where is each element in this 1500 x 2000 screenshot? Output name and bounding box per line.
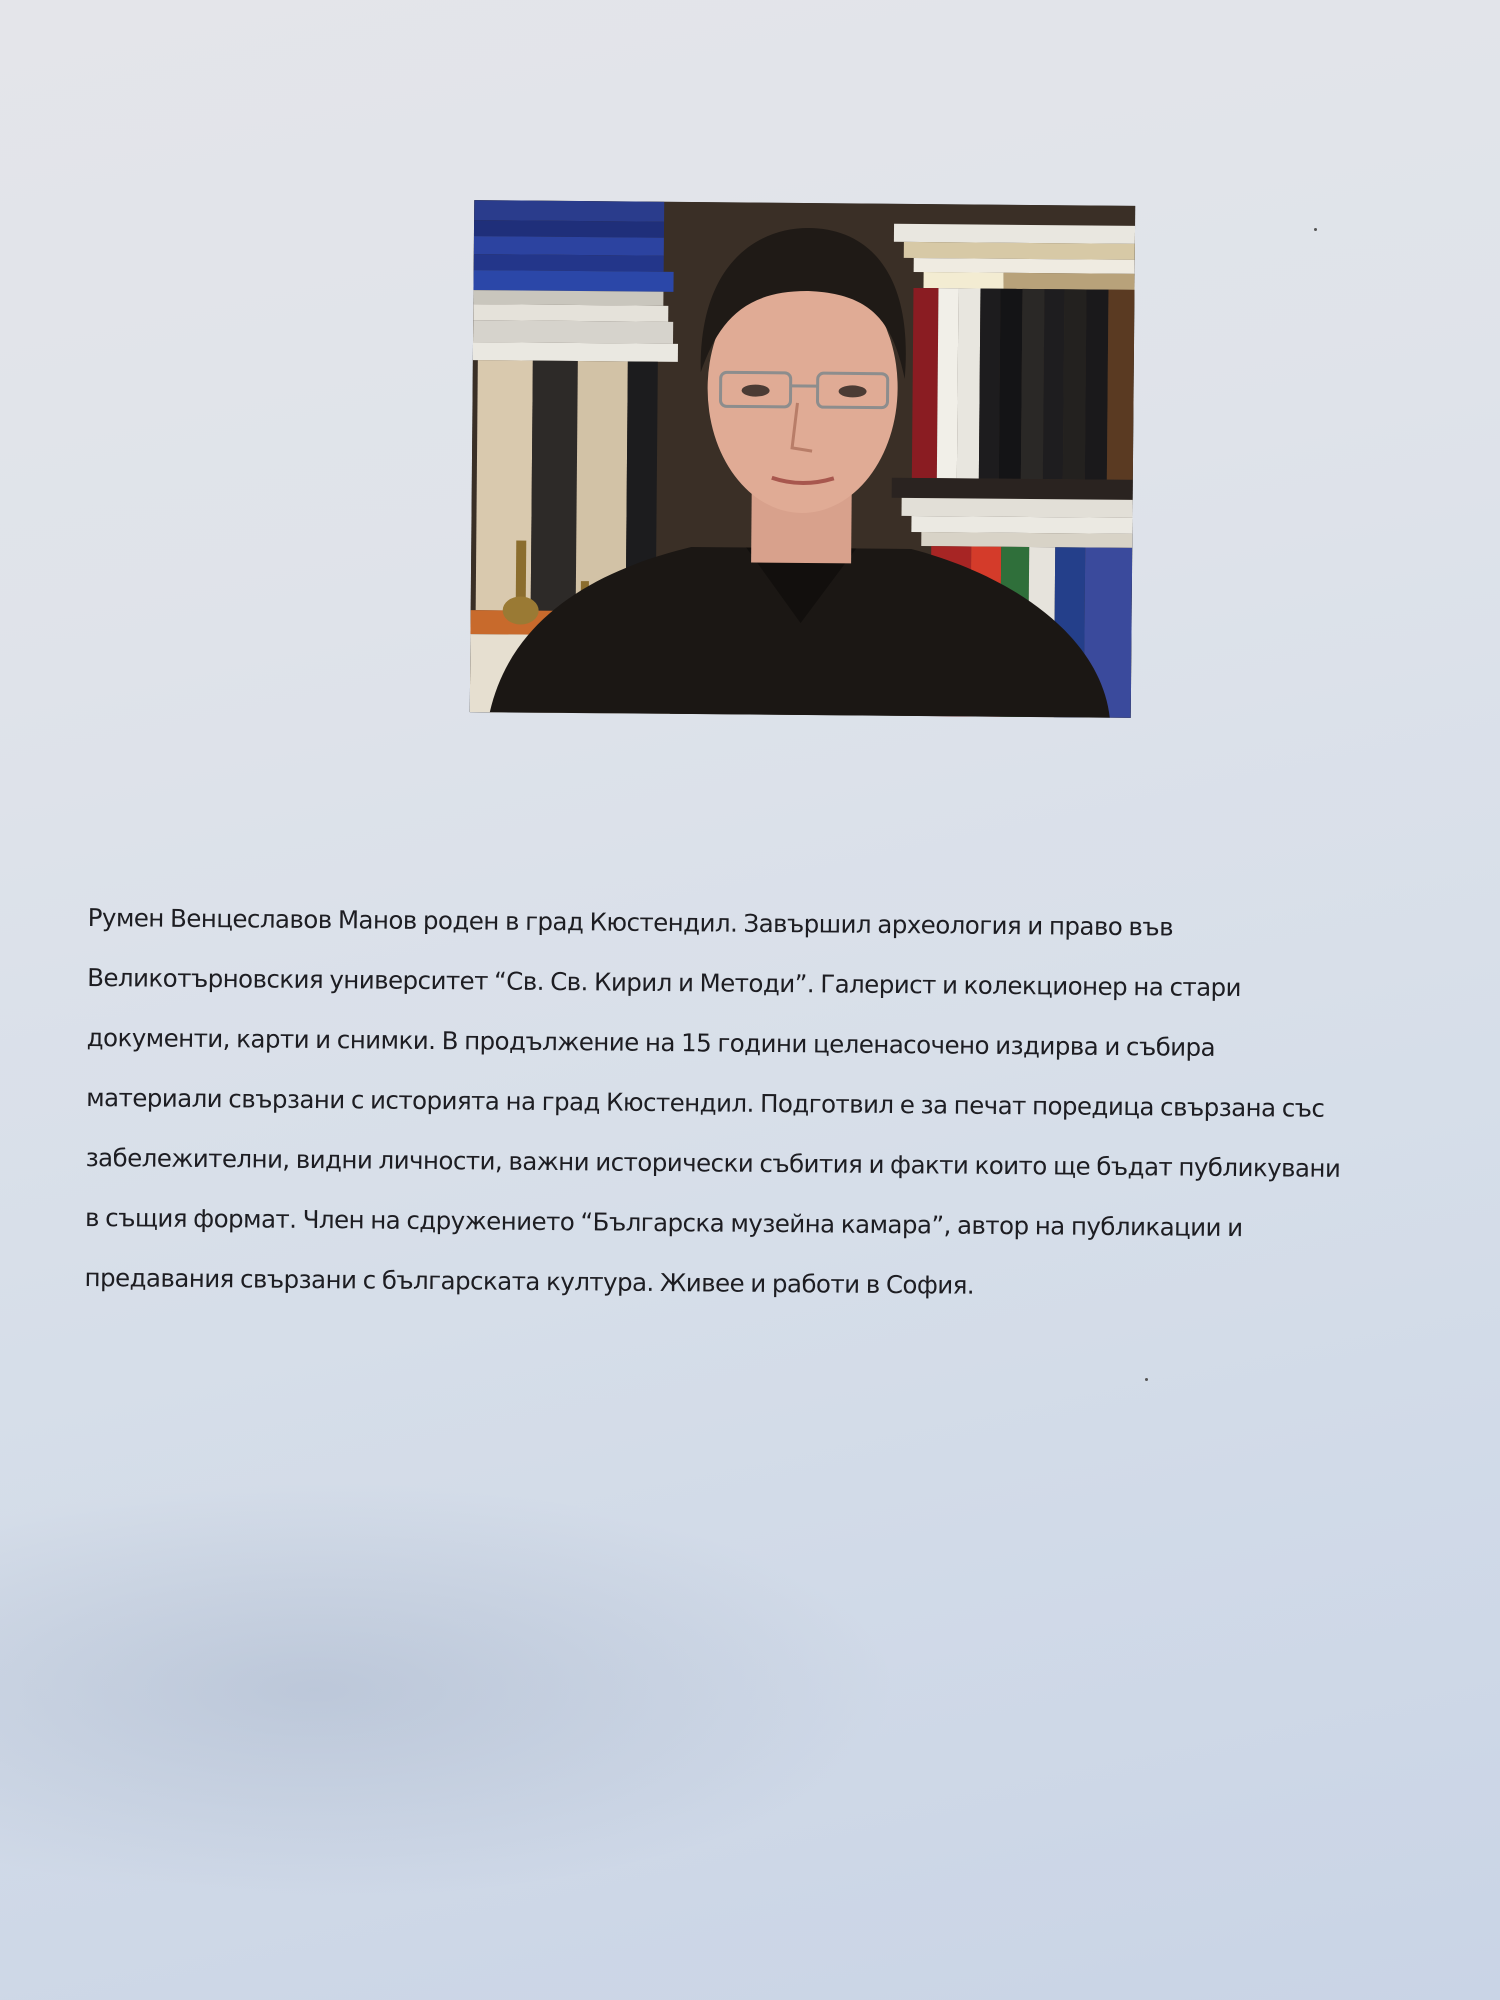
biography-line-4: материали свързани с историята на град Кюстендил. Подготвил е за печат поредица свързана със bbox=[86, 1082, 1325, 1123]
biography-line-6: в същия формат. Член на сдружението “Българска музейна камара”, автор на публикации и bbox=[84, 1202, 1243, 1243]
biography-text bbox=[84, 888, 1488, 1320]
biography-line-5: забележителни, видни личности, важни исторически събития и факти които ще бъдат публикувани bbox=[85, 1142, 1341, 1183]
paper-speck bbox=[1314, 228, 1317, 231]
biography-line-7: предавания свързани с българската култура. Живее и работи в София. bbox=[84, 1262, 975, 1300]
biography-line-2: Великотърновския университет “Св. Св. Кирил и Методи”. Галерист и колекционер на стари bbox=[87, 962, 1242, 1003]
paper-speck bbox=[1145, 1378, 1148, 1381]
biography-line-1: Румен Венцеславов Манов роден в град Кюстендил. Завършил археология и право във bbox=[87, 902, 1174, 942]
author-photo bbox=[470, 200, 1135, 718]
page-shadow bbox=[0, 1480, 900, 1900]
biography-line-3: документи, карти и снимки. В продължение на 15 години целенасочено издирва и събира bbox=[86, 1022, 1216, 1062]
